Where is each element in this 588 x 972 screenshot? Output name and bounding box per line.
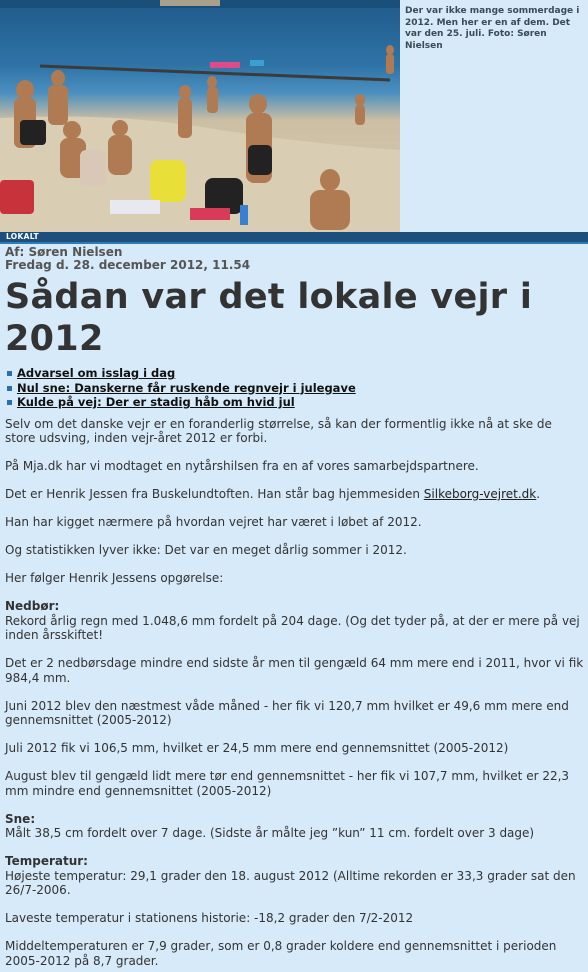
paragraph-henrik-suffix: .: [536, 487, 541, 501]
temp-3: Middeltemperaturen er 7,9 grader, som er 0,8 grader koldere end gennemsnittet i perioden 2005-2012 på 8,7 grader.: [5, 939, 557, 968]
paragraph-statistik: Og statistikken lyver ikke: Det var en meget dårlig sommer i 2012.: [5, 543, 407, 557]
sne-1: Målt 38,5 cm fordelt over 7 dage. (Sidste år målte jeg ”kun” 11 cm. fordelt over 3 dage): [5, 826, 535, 840]
paragraph-henrik-text: Det er Henrik Jessen fra Buskelundtoften. Han står bag hjemmesiden: [5, 487, 420, 501]
headline: Sådan var det lokale vejr i 2012: [5, 277, 533, 359]
related-link-kulde[interactable]: Kulde på vej: Der er stadig håb om hvid jul: [5, 395, 585, 410]
temp-2: Laveste temperatur i stationens historie: -18,2 grader den 7/2-2012: [5, 911, 414, 925]
nedbor-3: Juni 2012 blev den næstmest våde måned - her fik vi 120,7 mm hvilket er 49,6 mm mere end gennemsnittet (2005-2012): [5, 698, 569, 727]
heading-temperatur: Temperatur:: [5, 854, 88, 868]
paragraph-kigget: Han har kigget nærmere på hvordan vejret har været i løbet af 2012.: [5, 515, 422, 529]
heading-sne: Sne:: [5, 811, 36, 826]
temp-1: Højeste temperatur: 29,1 grader den 18. august 2012 (Alltime rekorden er 33,3 grader sat den 26/7-2006.: [5, 868, 576, 897]
nedbor-5: August blev til gengæld lidt mere tør end gennemsnittet - her fik vi 107,7 mm, hvilket er 22,3 mm mindre end gennemsnittet (2005-2012): [5, 769, 570, 798]
heading-nedbor: Nedbør:: [5, 599, 60, 613]
date-line: Fredag d. 28. december 2012, 11.54: [5, 258, 251, 272]
related-link-nul-sne[interactable]: Nul sne: Danskerne får ruskende regnvejr i julegave: [5, 381, 585, 396]
nedbor-2: Det er 2 nedbørsdage mindre end sidste år men til gengæld 64 mm mere end i 2011, hvor vi fik 984,4 mm.: [5, 656, 584, 685]
beach-photo-illustration: [0, 0, 400, 232]
article-body: [5, 417, 585, 969]
article: [5, 246, 585, 972]
photo-section: [0, 0, 588, 232]
section-label[interactable]: LOKALT: [0, 232, 588, 242]
paragraph-intro: Selv om det danske vejr er en foranderlig størrelse, så kan der formentlig ikke nå at ske de store udsving, inden vejr-året 2012 er forbi.: [5, 416, 552, 445]
photo-caption: Der var ikke mange sommerdage i 2012. Men her er en af dem. Det var den 25. juli. Foto: Søren Nielsen: [400, 0, 588, 232]
related-link-isslag[interactable]: Advarsel om isslag i dag: [5, 366, 585, 381]
paragraph-opgorelse: Her følger Henrik Jessens opgørelse:: [5, 571, 224, 585]
paragraph-henrik: [5, 487, 585, 502]
nedbor-1: Rekord årlig regn med 1.048,6 mm fordelt på 204 dage. (Og det tyder på, at der er mere på vej inden årsskiftet!: [5, 613, 580, 642]
beach-photo: [0, 0, 400, 232]
author-line: Af: Søren Nielsen: [5, 245, 123, 259]
silkeborg-vejret-link[interactable]: Silkeborg-vejret.dk: [423, 487, 537, 501]
related-links: [5, 366, 585, 410]
paragraph-mja: På Mja.dk har vi modtaget en nytårshilsen fra en af vores samarbejdspartnere.: [5, 459, 479, 473]
nedbor-4: Juli 2012 fik vi 106,5 mm, hvilket er 24,5 mm mere end gennemsnittet (2005-2012): [5, 741, 509, 755]
